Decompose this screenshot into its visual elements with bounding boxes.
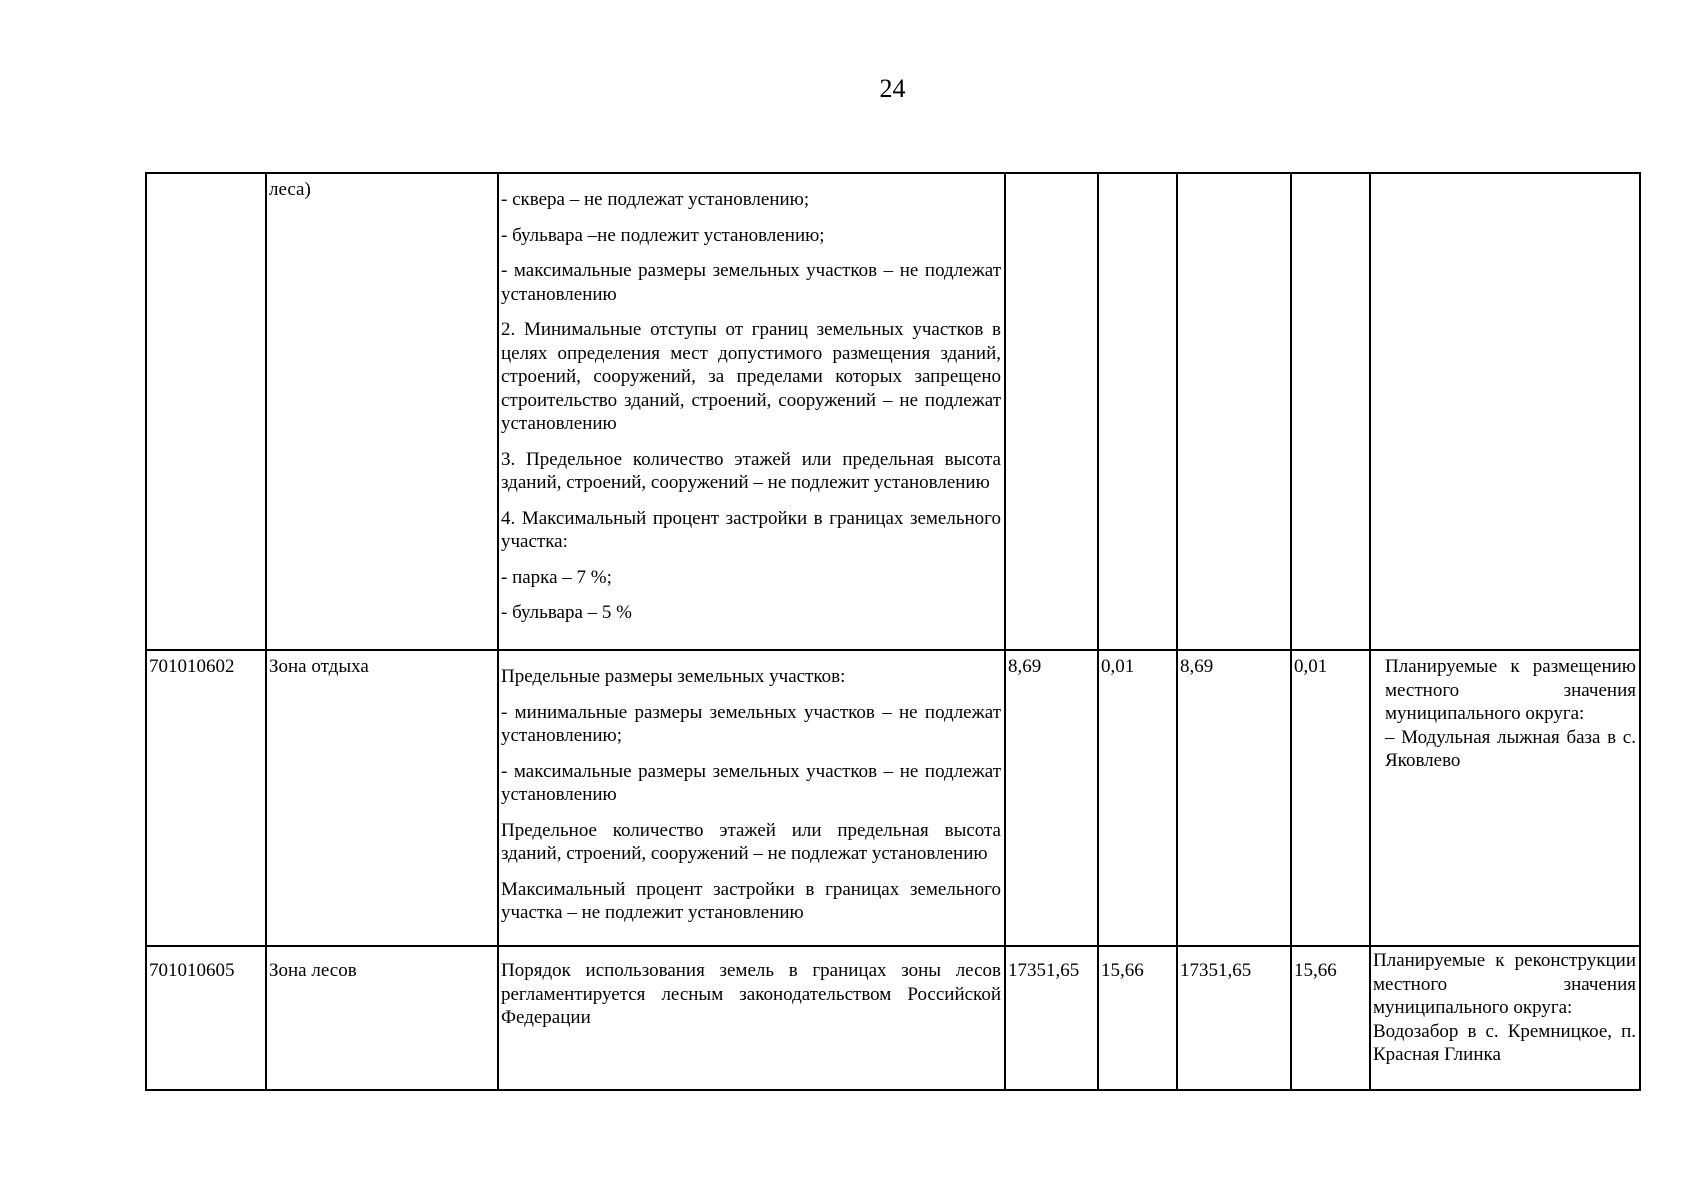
- param-line: - бульвара – 5 %: [501, 602, 632, 623]
- notes-cell: [1370, 946, 1640, 1090]
- param-line: Предельное количество этажей или предельная высота зданий, строений, сооружений – не подлежат установлению: [501, 819, 1001, 864]
- zone-code-cell: 701010602: [146, 650, 266, 946]
- value-cell: [1177, 173, 1291, 650]
- param-line: Максимальный процент застройки в границах земельного участка – не подлежит установлению: [501, 878, 1001, 923]
- zone-name-cell: Зона лесов: [266, 946, 498, 1090]
- param-line: 3. Предельное количество этажей или предельная высота зданий, строений, сооружений – не подлежит установлению: [501, 448, 1001, 493]
- value-cell: [1291, 173, 1370, 650]
- zone-params-cell: [498, 650, 1005, 946]
- param-line: - парка – 7 %;: [501, 566, 612, 588]
- zone-params-cell: [498, 946, 1005, 1090]
- value-cell: 0,01: [1291, 650, 1370, 946]
- param-line: Порядок использования земель в границах зоны лесов регламентируется лесным законодательством Российской Федерации: [501, 960, 1001, 1028]
- param-line: - максимальные размеры земельных участков – не подлежат установлению: [501, 760, 1001, 805]
- value-cell: [1005, 173, 1098, 650]
- value-cell: [1098, 173, 1177, 650]
- value-cell: 17351,65: [1005, 946, 1098, 1090]
- notes-cell: [1370, 173, 1640, 650]
- zone-code-cell: [146, 173, 266, 650]
- zone-name-cell: Зона отдыха: [266, 650, 498, 946]
- zone-params-cell: [498, 173, 1005, 650]
- table-row: [146, 946, 1640, 1090]
- value-cell: 8,69: [1005, 650, 1098, 946]
- table-row: [146, 650, 1640, 946]
- value-cell: 8,69: [1177, 650, 1291, 946]
- param-line: 4. Максимальный процент застройки в границах земельного участка:: [501, 507, 1001, 552]
- zone-code-cell: 701010605: [146, 946, 266, 1090]
- param-line: - максимальные размеры земельных участков – не подлежат установлению: [501, 260, 1001, 305]
- param-line: 2. Минимальные отступы от границ земельных участков в целях определения мест допустимого размещения зданий, строений, сооружений, за пределами которых запрещено строительство зданий, строений, сооружений – не подлежат установлению: [501, 319, 1001, 434]
- param-line: - бульвара –не подлежит установлению;: [501, 224, 825, 246]
- notes-text: Планируемые к реконструкции местного значения муниципального округа: Водозабор в с. Кремницкое, п. Красная Глинка: [1373, 950, 1636, 1065]
- notes-cell: [1370, 650, 1640, 946]
- value-cell: 0,01: [1098, 650, 1177, 946]
- value-cell: 17351,65: [1177, 946, 1291, 1090]
- param-line: - минимальные размеры земельных участков – не подлежат установлению;: [501, 701, 1001, 746]
- value-cell: 15,66: [1098, 946, 1177, 1090]
- param-line: - сквера – не подлежат установлению;: [501, 189, 810, 210]
- page-number: 24: [879, 74, 906, 103]
- zone-name-cell: леса): [266, 173, 498, 650]
- zones-table: [145, 172, 1641, 1091]
- notes-text: Планируемые к размещению местного значения муниципального округа: – Модульная лыжная база в с. Яковлево: [1385, 656, 1636, 771]
- table-row: [146, 173, 1640, 650]
- param-line: Предельные размеры земельных участков:: [501, 666, 846, 687]
- value-cell: 15,66: [1291, 946, 1370, 1090]
